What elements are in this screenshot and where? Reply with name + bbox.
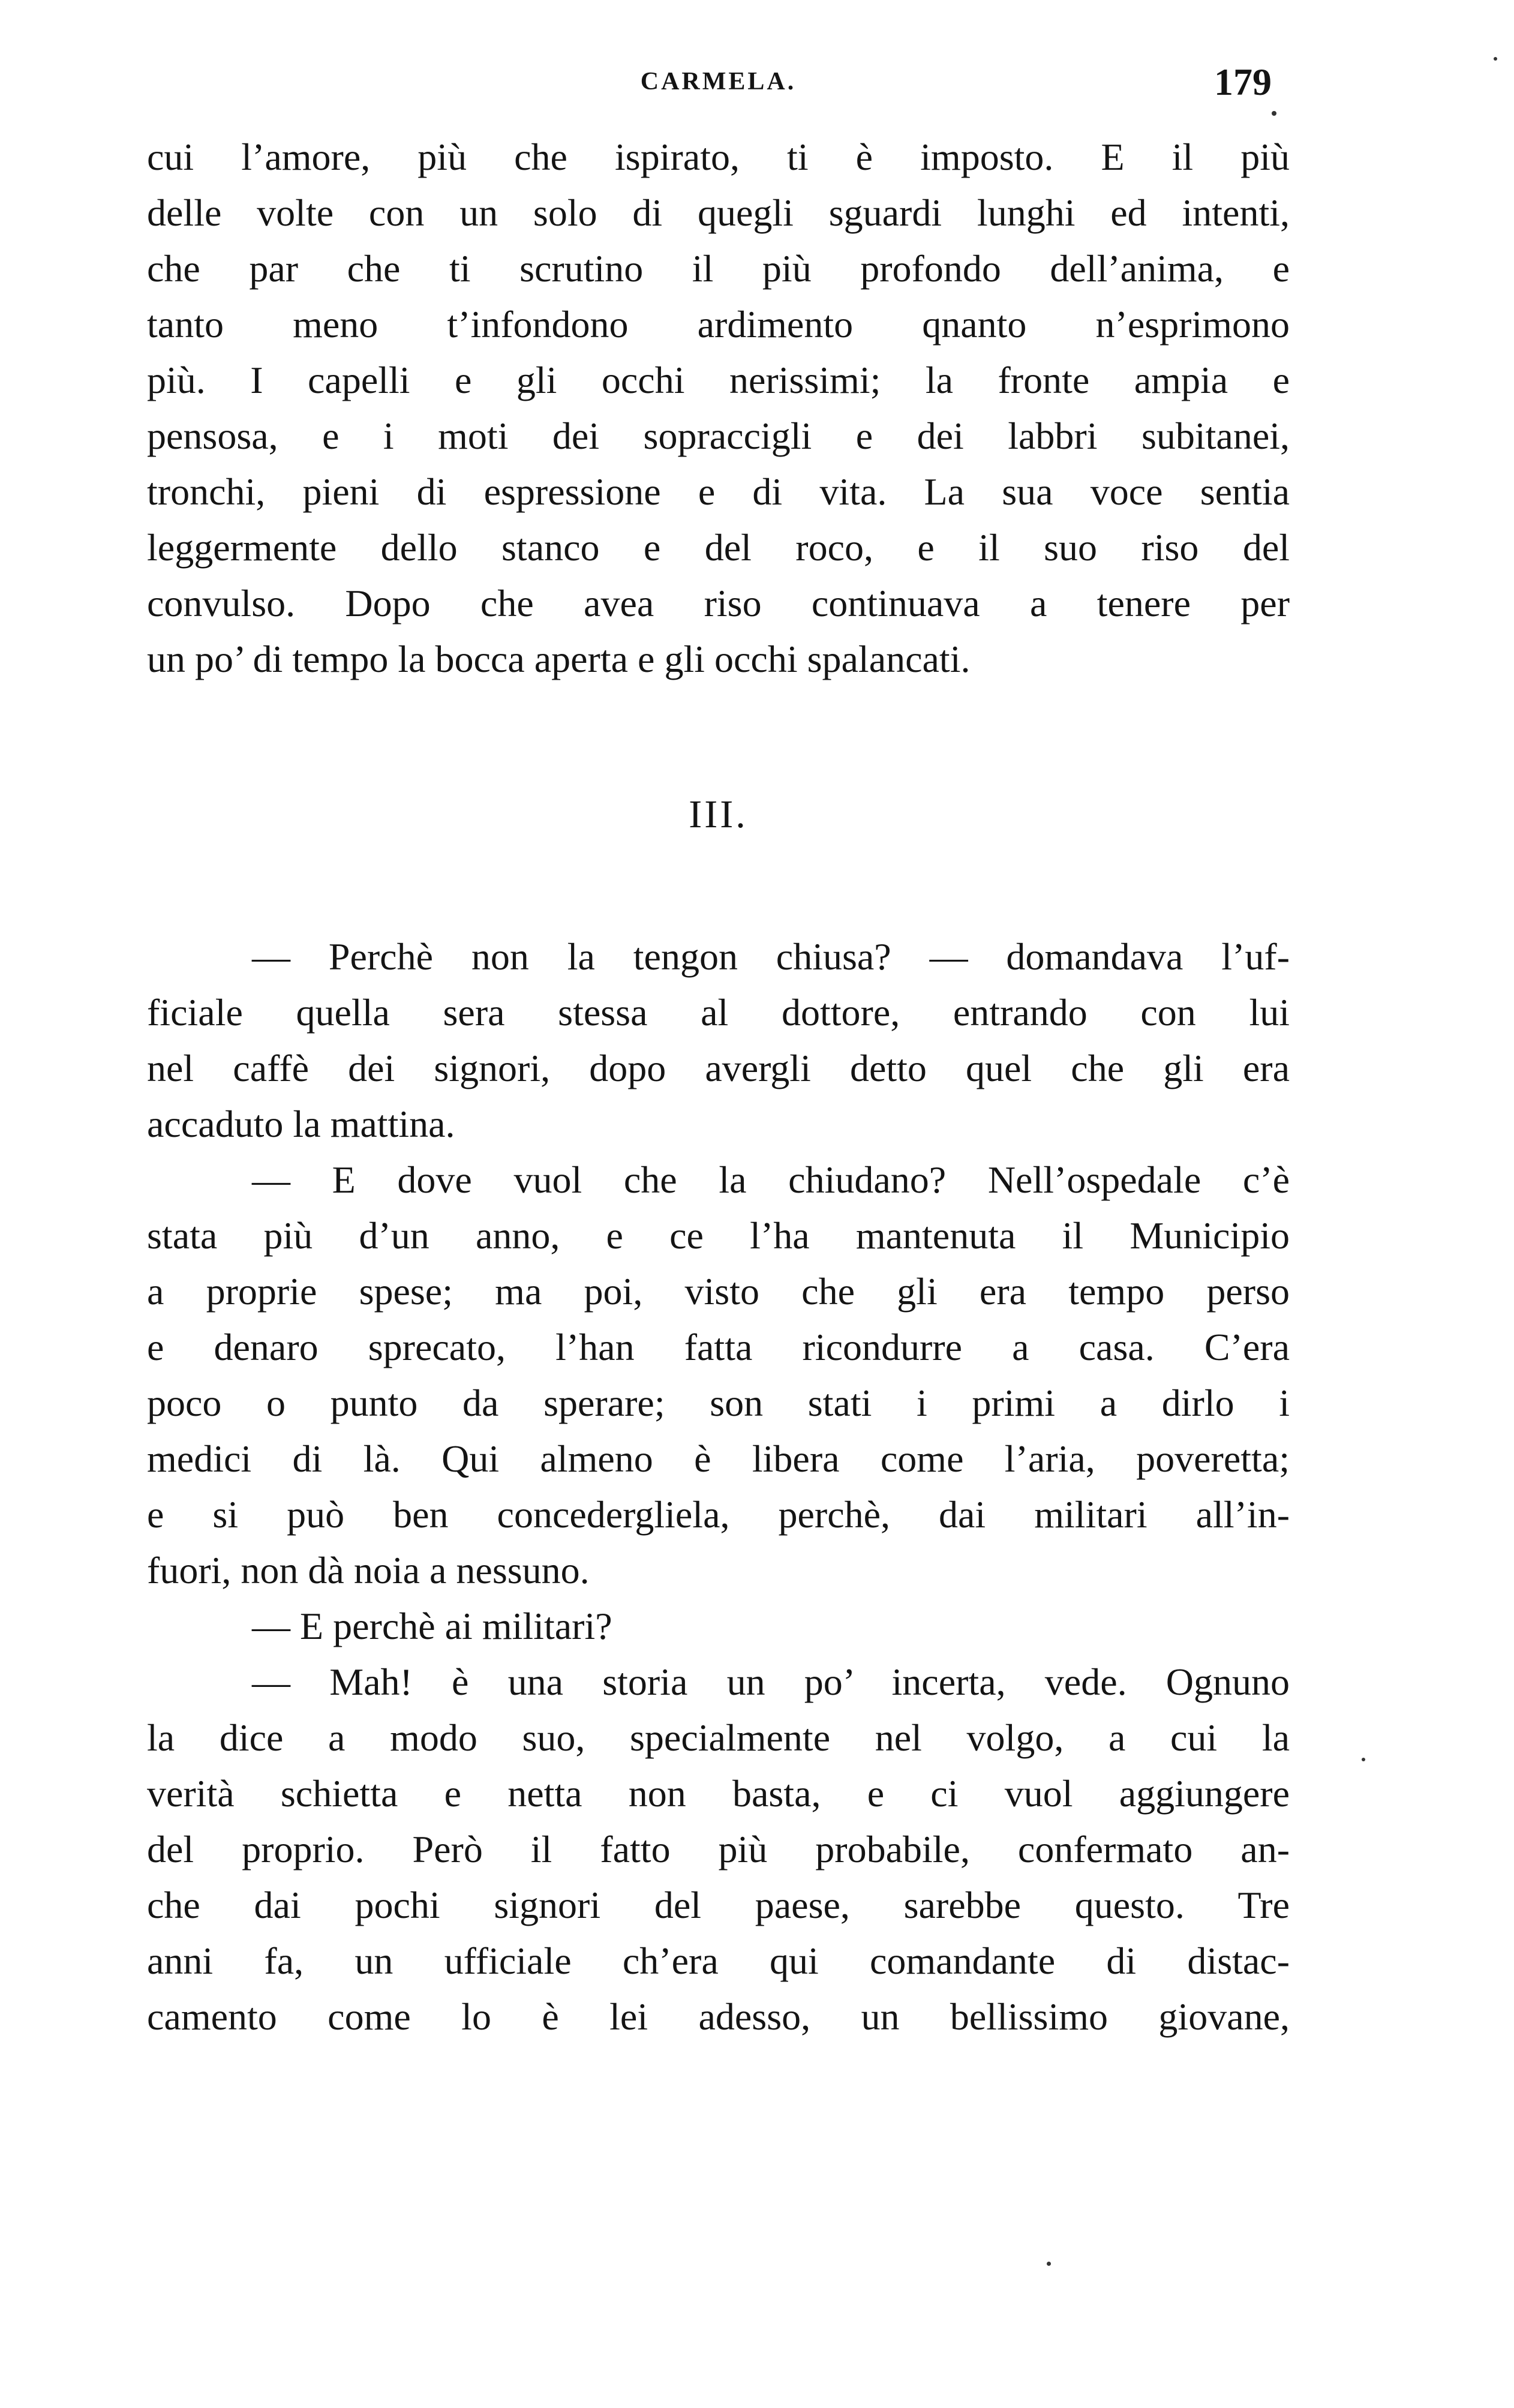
page-header xyxy=(147,60,1290,114)
text-line: a proprie spese; ma poi, visto che gli era tempo perso xyxy=(147,1270,1290,1313)
scan-speck xyxy=(1272,111,1276,116)
text-line: anni fa, un ufficiale ch’era qui comandante di distac- xyxy=(147,1939,1290,1982)
text-line: leggermente dello stanco e del roco, e il suo riso del xyxy=(147,526,1290,569)
paragraph-dialogue-4 xyxy=(147,1654,1290,2044)
text-line: verità schietta e netta non basta, e ci vuol aggiungere xyxy=(147,1772,1290,1815)
paragraph-dialogue-1 xyxy=(147,929,1290,1152)
text-line: e denaro sprecato, l’han fatta ricondurre a casa. C’era xyxy=(147,1326,1290,1368)
paragraph-dialogue-2 xyxy=(147,1152,1290,1598)
text-line: nel caffè dei signori, dopo avergli detto quel che gli era xyxy=(147,1047,1290,1089)
text-line: ficiale quella sera stessa al dottore, entrando con lui xyxy=(147,991,1290,1034)
text-line: che par che ti scrutino il più profondo dell’anima, e xyxy=(147,247,1290,290)
text-line: medici di là. Qui almeno è libera come l’aria, poveretta; xyxy=(147,1437,1290,1480)
scan-speck xyxy=(1047,2262,1051,2266)
text-line: la dice a modo suo, specialmente nel volgo, a cui la xyxy=(147,1716,1290,1759)
section-heading: III. xyxy=(689,792,748,836)
text-line: camento come lo è lei adesso, un bellissimo giovane, xyxy=(147,1995,1290,2038)
text-line: convulso. Dopo che avea riso continuava a tenere per xyxy=(147,582,1290,624)
text-line: — E dove vuol che la chiudano? Nell’ospedale c’è xyxy=(252,1158,1290,1201)
paragraph-continuation xyxy=(147,129,1290,687)
scan-speck xyxy=(1494,57,1497,61)
text-line: delle volte con un solo di quegli sguardi lunghi ed intenti, xyxy=(147,191,1290,234)
text-line: e si può ben concedergliela, perchè, dai militari all’in- xyxy=(147,1493,1290,1536)
text-line: che dai pochi signori del paese, sarebbe questo. Tre xyxy=(147,1884,1290,1926)
text-line: tronchi, pieni di espressione e di vita. La sua voce sentia xyxy=(147,470,1290,513)
text-line: cui l’amore, più che ispirato, ti è imposto. E il più xyxy=(147,136,1290,178)
text-line: — Perchè non la tengon chiusa? — domandava l’uf- xyxy=(252,935,1290,978)
text-line: — Mah! è una storia un po’ incerta, vede. Ognuno xyxy=(252,1661,1290,1703)
page-number: 179 xyxy=(1214,61,1272,103)
text-line: del proprio. Però il fatto più probabile, confermato an- xyxy=(147,1828,1290,1870)
scan-speck xyxy=(1362,1758,1365,1761)
text-line: accaduto la mattina. xyxy=(147,1103,455,1145)
text-line: fuori, non dà noia a nessuno. xyxy=(147,1549,590,1592)
text-line: stata più d’un anno, e ce l’ha mantenuta il Municipio xyxy=(147,1214,1290,1257)
text-line: un po’ di tempo la bocca aperta e gli occhi spalancati. xyxy=(147,638,971,680)
text-line: — E perchè ai militari? xyxy=(252,1605,612,1647)
running-title: CARMELA. xyxy=(640,68,797,95)
text-line: tanto meno t’infondono ardimento qnanto n’esprimono xyxy=(147,303,1290,346)
text-line: poco o punto da sperare; son stati i primi a dirlo i xyxy=(147,1382,1290,1424)
paragraph-dialogue-3 xyxy=(147,1598,1290,1654)
text-line: pensosa, e i moti dei sopraccigli e dei labbri subitanei, xyxy=(147,415,1290,457)
text-line: più. I capelli e gli occhi nerissimi; la fronte ampia e xyxy=(147,359,1290,401)
